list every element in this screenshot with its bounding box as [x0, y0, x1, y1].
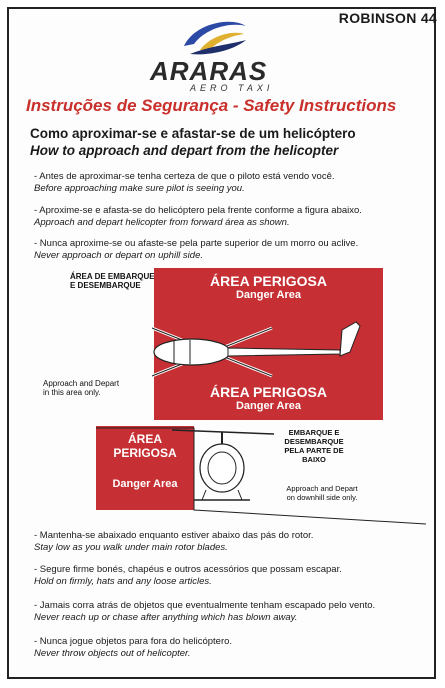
heading-en: How to approach and depart from the helicopter	[30, 143, 339, 158]
danger-label-pt: ÁREA PERIGOSA	[113, 432, 177, 460]
helicopter-top-view-icon	[150, 300, 370, 390]
boarding-area-label: ÁREA DE EMBARQUE E DESEMBARQUE	[70, 272, 155, 290]
araras-logo-icon	[180, 16, 250, 60]
helicopter-front-view-icon	[170, 420, 280, 510]
rule-pt: - Nunca jogue objetos para fora do helicóptero.	[34, 636, 233, 647]
danger-label-en: Danger Area	[235, 289, 301, 301]
rule-item	[34, 205, 434, 229]
rule-pt: - Mantenha-se abaixado enquanto estiver abaixo das pás do rotor.	[34, 530, 314, 541]
heading-pt: Como aproximar-se e afastar-se de um helicóptero	[30, 126, 356, 141]
approach-note: Approach and Depart in this area only.	[43, 379, 120, 397]
rule-item	[34, 238, 434, 262]
danger-label-pt: ÁREA PERIGOSA	[210, 384, 327, 400]
rule-pt: - Aproxime-se e afasta-se do helicóptero pela frente conforme a figura abaixo.	[34, 205, 362, 216]
rule-item	[34, 171, 434, 195]
rule-en: Never reach up or chase after anything which has blown away.	[34, 612, 298, 623]
side-boarding-label: EMBARQUE E DESEMBARQUE PELA PARTE DE BAIXO	[284, 428, 344, 464]
brand-subtitle: AERO TAXI	[190, 83, 274, 93]
downhill-note: Approach and Depart on downhill side only.	[286, 484, 358, 502]
rule-pt: - Antes de aproximar-se tenha certeza de que o piloto está vendo você.	[34, 171, 335, 182]
brand-name: ARARAS	[150, 56, 268, 86]
danger-label-en: Danger Area	[112, 478, 178, 490]
rule-en: Never throw objects out of helicopter.	[34, 648, 191, 659]
rule-en: Approach and depart helicopter from forward área as shown.	[34, 217, 290, 228]
rule-pt: - Jamais corra atrás de objetos que eventualmente tenham escapado pelo vento.	[34, 600, 376, 611]
rule-item	[34, 530, 434, 554]
rule-pt: - Segure firme bonés, chapéus e outros acessórios que possam escapar.	[34, 564, 342, 575]
aircraft-model: ROBINSON 44	[338, 10, 437, 26]
page-title: Instruções de Segurança - Safety Instructions	[26, 96, 397, 115]
rule-en: Before approaching make sure pilot is seeing you.	[34, 183, 245, 194]
danger-label-pt: ÁREA PERIGOSA	[210, 273, 327, 289]
rule-pt: - Nunca aproxime-se ou afaste-se pela parte superior de um morro ou aclive.	[34, 238, 359, 249]
rule-item	[34, 636, 434, 660]
rule-en: Hold on firmly, hats and any loose articles.	[34, 576, 212, 587]
rule-en: Never approach or depart on uphill side.	[34, 250, 203, 261]
rule-item	[34, 600, 434, 624]
rule-item	[34, 564, 434, 588]
rule-en: Stay low as you walk under main rotor blades.	[34, 542, 228, 553]
danger-label-en: Danger Area	[235, 400, 301, 412]
